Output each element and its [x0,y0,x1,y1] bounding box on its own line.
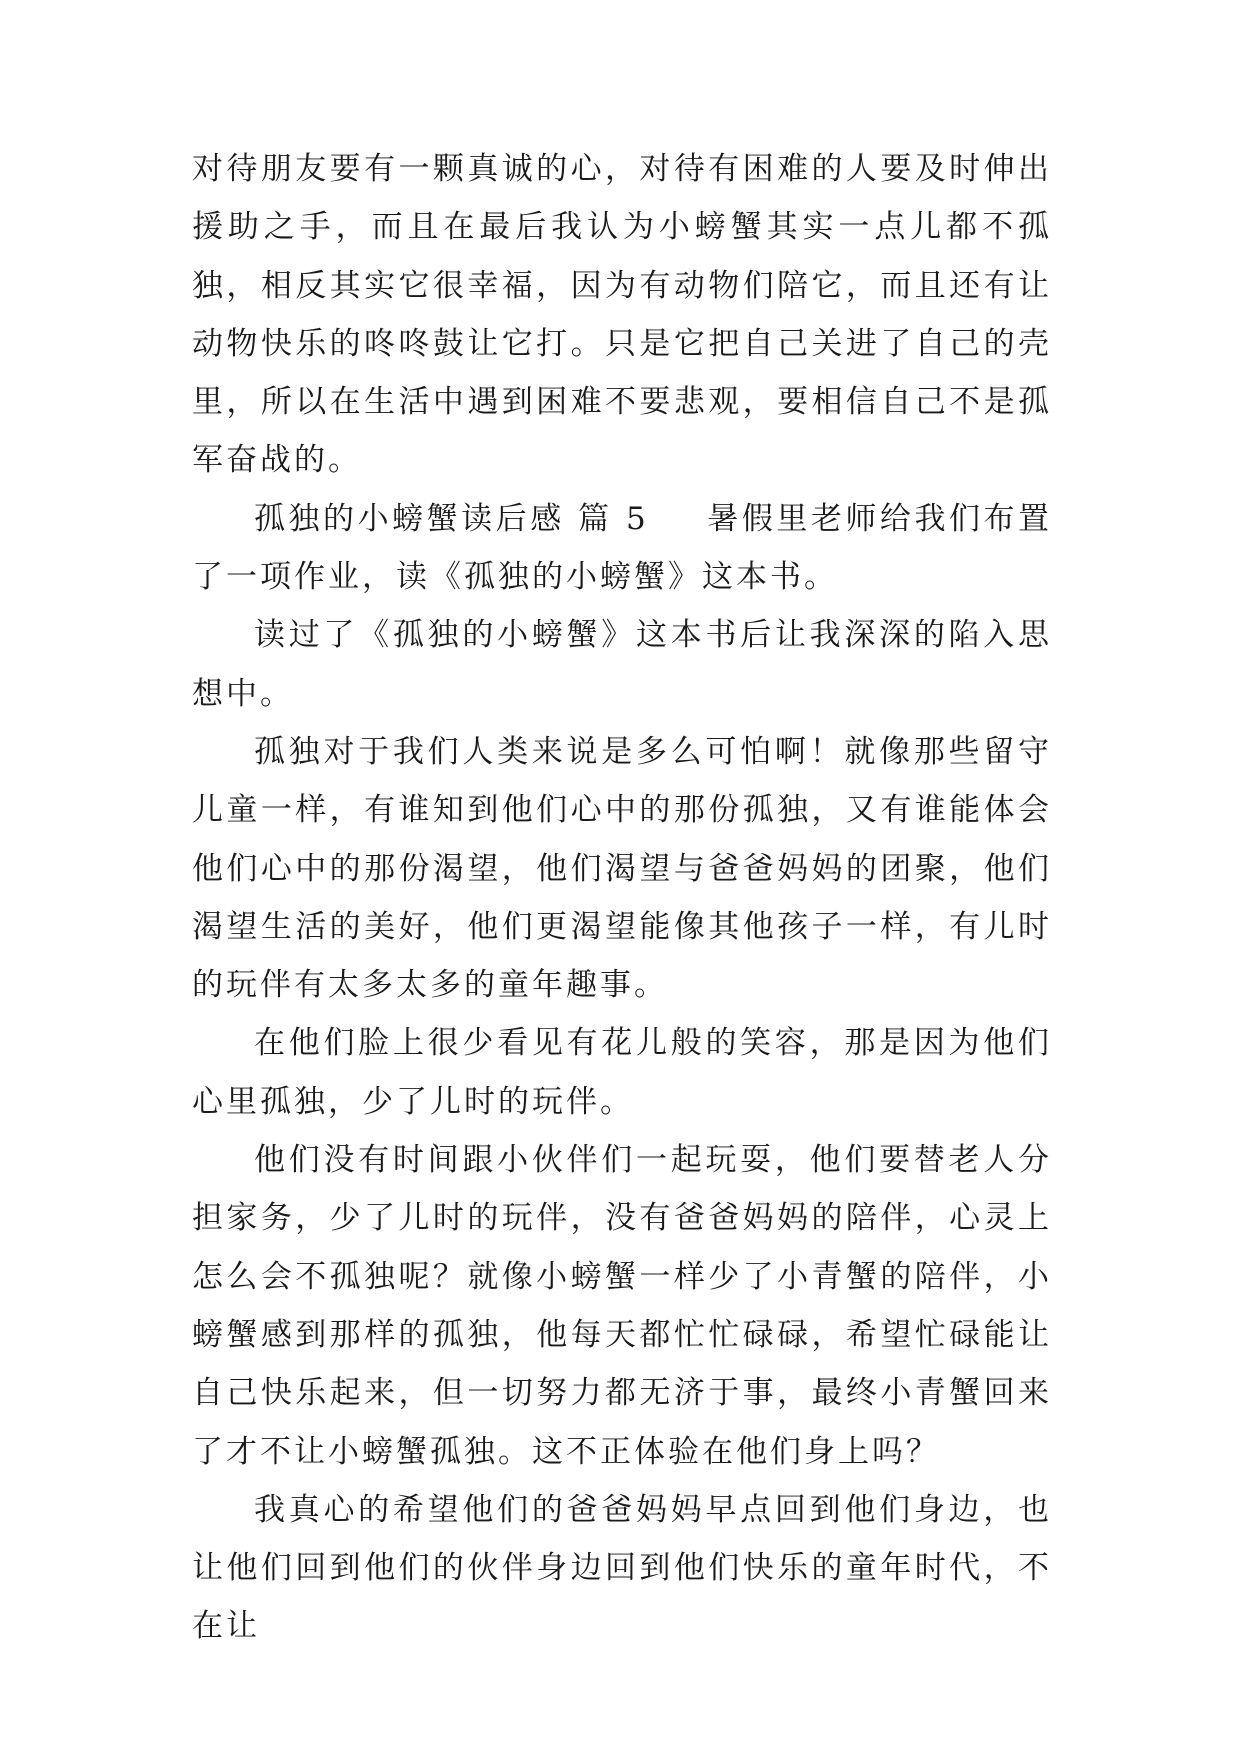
section-title: 孤独的小螃蟹读后感 [254,500,565,537]
paragraph-5: 他们没有时间跟小伙伴们一起玩耍，他们要替老人分担家务，少了儿时的玩伴，没有爸爸妈妈的陪伴，心灵上怎么会不孤独呢？就像小螃蟹一样少了小青蟹的陪伴，小螃蟹感到那样的孤独，他每天都忙忙碌碌，希望忙碌能让自己快乐起来，但一切努力都无济于事，最终小青蟹回来了才不让小螃蟹孤独。这不正体验在他们身上吗？ [192,1142,1052,1470]
paragraph-1: 对待朋友要有一颗真诚的心，对待有困难的人要及时伸出援助之手，而且在最后我认为小螃蟹其实一点儿都不孤独，相反其实它很幸福，因为有动物们陪它，而且还有让动物快乐的咚咚鼓让它打。只是它把自己关进了自己的壳里，所以在生活中遇到困难不要悲观，要相信自己不是孤军奋战的。 [192,151,1052,479]
paragraph-3: 孤独对于我们人类来说是多么可怕啊！就像那些留守儿童一样，有谁知到他们心中的那份孤独，又有谁能体会他们心中的那份渴望，他们渴望与爸爸妈妈的团聚，他们渴望生活的美好，他们更渴望能像其他孩子一样，有儿时的玩伴有太多太多的童年趣事。 [192,733,1052,1004]
document-body [192,140,1052,1656]
paragraph-6: 我真心的希望他们的爸爸妈妈早点回到他们身边，也让他们回到他们的伙伴身边回到他们快乐的童年时代，不在让 [192,1491,1052,1645]
section-heading-paragraph [192,490,1052,607]
paragraph-4: 在他们脸上很少看见有花儿般的笑容，那是因为他们心里孤独，少了儿时的玩伴。 [192,1025,1052,1120]
paragraph-2: 读过了《孤独的小螃蟹》这本书后让我深深的陷入思想中。 [192,617,1052,712]
section-number: 篇 5 [578,500,649,537]
section-intro-text: 暑假里老师给我们布置了一项作业，读《孤独的小螃蟹》这本书。 [192,500,1053,596]
